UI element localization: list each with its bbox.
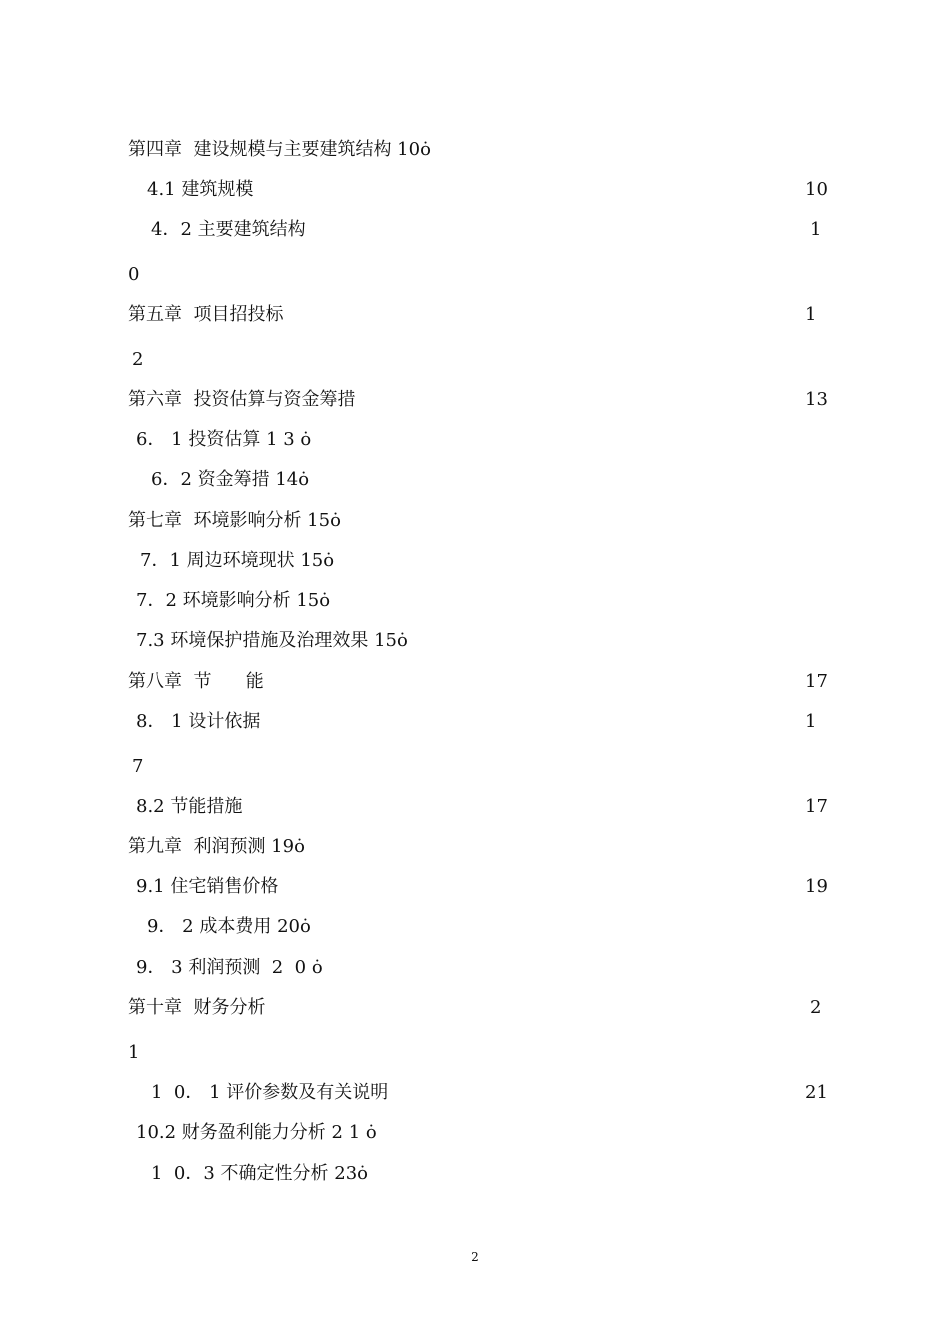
toc-entry-10-3: 1 0．3 不确定性分析 23ȯ (151, 1163, 368, 1184)
toc-entry-10-2: 10.2 财务盈利能力分析 2 1 ȯ (136, 1122, 377, 1143)
toc-chapter-7: 第七章 环境影响分析 15ȯ (128, 510, 341, 531)
toc-entry-6-2: 6．2 资金筹措 14ȯ (151, 469, 310, 490)
toc-chapter-10: 第十章 财务分析 (128, 997, 266, 1018)
toc-chapter-8-page: 17 (805, 671, 828, 692)
toc-chapter-5-page: 1 (805, 304, 817, 325)
toc-entry-8-2: 8.2 节能措施 (136, 796, 243, 817)
toc-entry-8-2-page: 17 (805, 796, 828, 817)
toc-chapter-10-page: 2 (810, 997, 822, 1018)
toc-chapter-8: 第八章 节 能 (128, 671, 264, 692)
toc-entry-8-1-wrap: 7 (132, 756, 144, 777)
toc-chapter-10-wrap: 1 (128, 1042, 140, 1063)
toc-entry-8-1-page: 1 (805, 711, 817, 732)
toc-entry-9-2: 9． 2 成本费用 20ȯ (147, 916, 311, 937)
toc-chapter-6: 第六章 投资估算与资金筹措 (128, 389, 356, 410)
page-number: 2 (471, 1250, 479, 1264)
toc-entry-7-1: 7．1 周边环境现状 15ȯ (140, 550, 335, 571)
toc-entry-4-2-page: 1 (810, 219, 822, 240)
toc-entry-10-1-page: 21 (805, 1082, 828, 1103)
toc-entry-7-2: 7．2 环境影响分析 15ȯ (136, 590, 331, 611)
toc-entry-10-1: 1 0． 1 评价参数及有关说明 (151, 1082, 389, 1103)
toc-entry-8-1: 8． 1 设计依据 (136, 711, 261, 732)
toc-entry-9-1-page: 19 (805, 876, 828, 897)
toc-chapter-4: 第四章 建设规模与主要建筑结构 10ȯ (128, 139, 431, 160)
toc-entry-6-1: 6． 1 投资估算 1 3 ȯ (136, 429, 312, 450)
toc-chapter-6-page: 13 (805, 389, 828, 410)
toc-entry-4-1: 4.1 建筑规模 (147, 179, 254, 200)
toc-entry-4-2-wrap: 0 (128, 264, 140, 285)
toc-entry-9-1: 9.1 住宅销售价格 (136, 876, 279, 897)
toc-chapter-5: 第五章 项目招投标 (128, 304, 284, 325)
toc-entry-4-2: 4．2 主要建筑结构 (151, 219, 306, 240)
toc-entry-7-3: 7.3 环境保护措施及治理效果 15ȯ (136, 630, 408, 651)
toc-chapter-9: 第九章 利润预测 19ȯ (128, 836, 305, 857)
toc-entry-9-3: 9． 3 利润预测 2 0 ȯ (136, 957, 323, 978)
toc-entry-4-1-page: 10 (805, 179, 828, 200)
toc-chapter-5-wrap: 2 (132, 349, 144, 370)
